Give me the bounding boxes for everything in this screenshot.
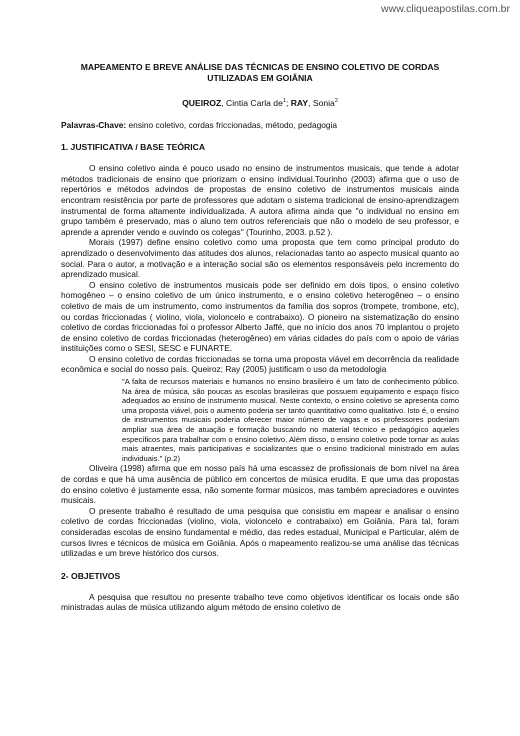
keywords-text: ensino coletivo, cordas friccionadas, método, pedagogia: [126, 119, 338, 130]
author2-surname: RAY: [290, 98, 309, 108]
site-watermark: www.cliqueapostilas.com.br: [381, 3, 510, 15]
document-page: [61, 57, 459, 613]
block-quote: "A falta de recursos materiais e humanos no ensino brasileiro é um fato de conhecimento público. Na área de música, são poucas as escolas brasileiras que possuem equipamento e espaço físico adequados ao ensino de instrumento musical. Neste contexto, o ensino coletivo se apresenta como uma proposta viável, pois o aumento poderia ser tanto quantitativo como qualitativo. Isto é, o ensino de instrumentos musicais poderia oferecer maior número de vagas e os professores poderiam ampliar sua área de atuação e formação buscando no material técnico e pedagógico aqueles específicos para trabalhar com o ensino coletivo. Além disso, o ensino coletivo pode tornar as aulas mais atraentes, mais participativas e socializantes que o ensino tradicional ministrado em aulas individuais." (p.2): [122, 377, 459, 463]
paragraph: Morais (1997) define ensino coletivo como uma proposta que tem como principal produto do aprendizado o desenvolvimento das atitudes dos alunos, relacionadas tanto ao aspecto musical quanto ao social. Para o autor, a motivação e a interação social são os elementos responsáveis pelo incremento do aprendizado musical.: [61, 237, 459, 280]
author1-footnote-mark: 1: [282, 98, 286, 105]
author2-name: , Sonia: [308, 98, 335, 108]
paragraph: O presente trabalho é resultado de uma pesquisa que consistiu em mapear e analisar o ensino coletivo de cordas friccionadas (violino, viola, violoncelo e contrabaixo) em Goiânia. Para tal, foram consideradas escolas de ensino fundamental e médio, das redes estadual, Municipal e Particular, além de cursos livres e técnicos de música em Goiânia. Após o mapeamento realizou-se uma análise das técnicas utilizadas e um breve histórico dos cursos.: [61, 505, 459, 559]
author1-name: , Cintia Carla de: [221, 98, 283, 108]
keywords-label: Palavras-Chave:: [61, 119, 127, 130]
paragraph: O ensino coletivo ainda é pouco usado no ensino de instrumentos musicais, que tende a adotar métodos tradicionais de ensino que priorizam o ensino individual.Tourinho (2003) afirma que o uso de repertórios e métodos advindos de propostas de ensino coletivo de instrumentos musicais ainda encontram resistência por parte de professores que adotam o sistema tradicional de ensino-aprendizagem instrumental de forma altamente individualizada. A autora afirma ainda que "o individual no ensino em grupo também é preservado, mas o aluno tem outros referenciais que não o modelo de seu professor, e aprende a aprender vendo e ouvindo os colegas" (Tourinho, 2003. p.52 ).: [61, 163, 459, 237]
keywords-line: [61, 120, 459, 131]
section2-heading: 2- OBJETIVOS: [61, 570, 121, 581]
author-separator: ;: [285, 98, 291, 108]
paragraph: Oliveira (1998) afirma que em nosso país há uma escassez de profissionais de bom nível na área de cordas e que há uma ausência de público em concertos de música erudita. E que uma das propostas do ensino coletivo é justamente essa, não somente formar músicos, mas também apreciadores e ouvintes musicais.: [61, 463, 459, 506]
author1-surname: QUEIROZ: [182, 98, 222, 108]
section1-heading: 1. JUSTIFICATIVA / BASE TEÓRICA: [61, 142, 206, 153]
document-title: MAPEAMENTO E BREVE ANÁLISE DAS TÉCNICAS DE ENSINO COLETIVO DE CORDAS UTILIZADAS EM GOIÂNIA: [80, 62, 440, 83]
paragraph: O ensino coletivo de cordas friccionadas se torna uma proposta viável em decorrência da realidade econômica e social do nosso país. Queiroz; Ray (2005) justificam o uso da metodologia: [61, 353, 459, 375]
paragraph: A pesquisa que resultou no presente trabalho teve como objetivos identificar os locais onde são ministradas aulas de música utilizando algum método de ensino coletivo de: [61, 591, 459, 613]
author-line: [61, 98, 459, 109]
author2-footnote-mark: 2: [334, 98, 338, 105]
paragraph: O ensino coletivo de instrumentos musicais pode ser definido em dois tipos, o ensino coletivo homogêneo – o ensino coletivo de um único instrumento, e o ensino coletivo heterogêneo – o ensino coletivo de mais de um instrumento, como instrumentos da família dos sopros (trompete, trombone, etc), ou cordas friccionadas ( violino, viola, violoncelo e contrabaixo). O pioneiro na sistematização do ensino coletivo de cordas friccionadas foi o professor Alberto Jaffé, que no início dos anos 70 implantou o projeto de ensino coletivo de cordas friccionadas (heterogêneo) em várias cidades do país com o apoio de várias instituições como o SESI, SESC e FUNARTE.: [61, 279, 459, 354]
